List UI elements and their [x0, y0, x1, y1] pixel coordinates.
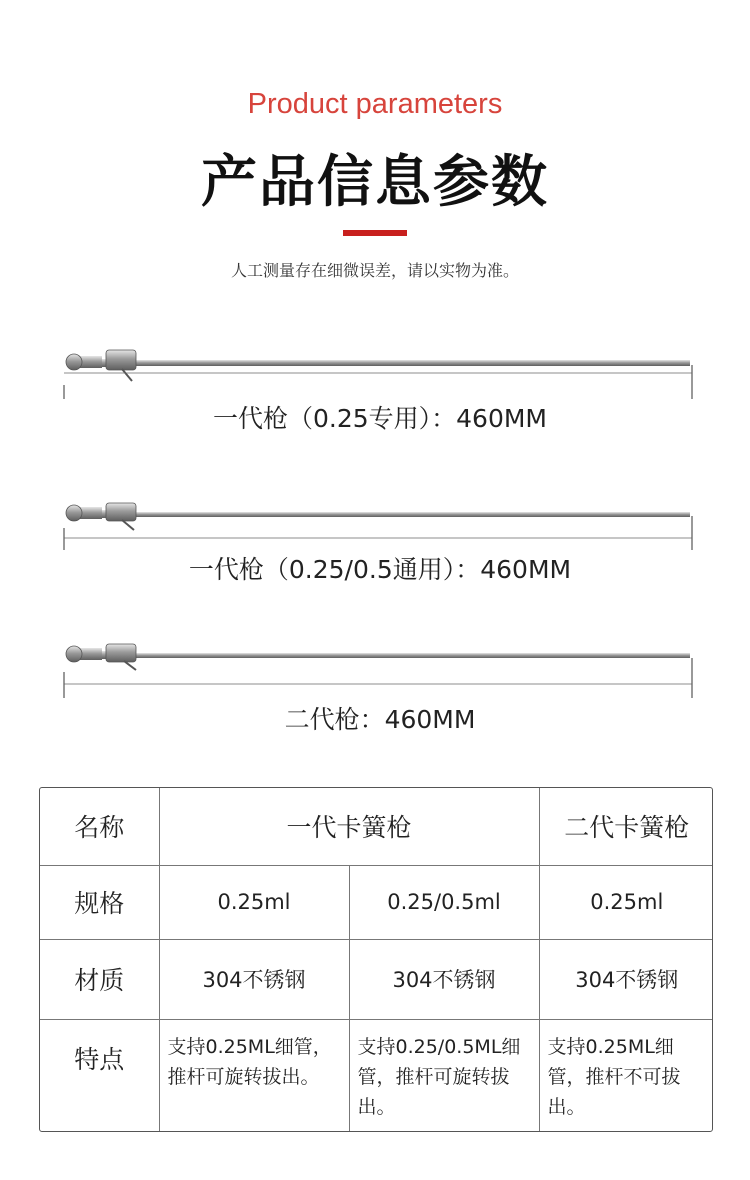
- table-row: [40, 788, 713, 865]
- cell-feature-b: 支持0.25/0.5ML细管，推杆可旋转拔出。: [349, 1019, 539, 1131]
- cell-material-a: 304不锈钢: [159, 939, 349, 1019]
- gun-label-3: 二代枪：460MM: [284, 705, 476, 734]
- cell-material-b: 304不锈钢: [349, 939, 539, 1019]
- header-gen1: 一代卡簧枪: [159, 788, 539, 865]
- cell-feature-c: 支持0.25ML细管，推杆不可拔出。: [539, 1019, 713, 1131]
- page-title: 产品信息参数: [201, 150, 549, 215]
- table-row: [40, 1019, 713, 1131]
- header-name: 名称: [40, 788, 159, 865]
- cell-material-c: 304不锈钢: [539, 939, 713, 1019]
- cell-spec-c: 0.25ml: [539, 865, 713, 939]
- gun-label-1: 一代枪（0.25专用）：460MM: [212, 404, 548, 433]
- gun-label-2: 一代枪（0.25/0.5通用）：460MM: [188, 555, 572, 584]
- spec-table: [39, 787, 713, 1132]
- table-row: [40, 865, 713, 939]
- gun-image-2: [60, 496, 700, 556]
- measurement-note: 人工测量存在细微误差，请以实物为准。: [230, 261, 519, 280]
- table-row: [40, 939, 713, 1019]
- cell-feature-a: 支持0.25ML细管，推杆可旋转拔出。: [159, 1019, 349, 1131]
- row-label-spec: 规格: [40, 865, 159, 939]
- gun-item-3: [60, 638, 700, 733]
- cell-spec-a: 0.25ml: [159, 865, 349, 939]
- gun-image-1: [60, 345, 700, 405]
- header-gen2: 二代卡簧枪: [539, 788, 713, 865]
- title-divider: [343, 230, 407, 236]
- gun-item-1: [60, 345, 700, 440]
- english-title: Product parameters: [247, 88, 503, 120]
- gun-image-3: [60, 638, 700, 700]
- cell-spec-b: 0.25/0.5ml: [349, 865, 539, 939]
- gun-item-2: [60, 496, 700, 591]
- row-label-material: 材质: [40, 939, 159, 1019]
- row-label-feature: 特点: [40, 1019, 159, 1131]
